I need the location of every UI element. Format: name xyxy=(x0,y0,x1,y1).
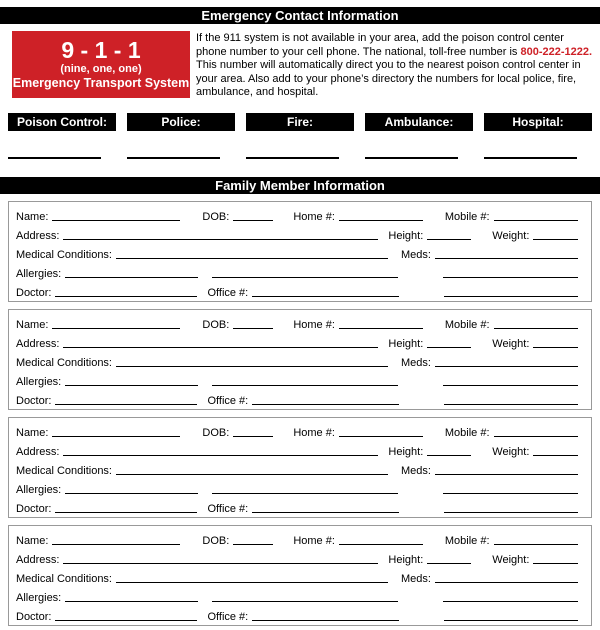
meds-continuation-line-1 xyxy=(443,493,578,494)
height-label: Height: xyxy=(388,337,424,350)
mobile-phone-blank-line xyxy=(494,436,578,437)
weight-label: Weight: xyxy=(492,337,530,350)
address-blank-line xyxy=(63,347,378,348)
height-label: Height: xyxy=(388,229,424,242)
meds-continuation-line-2 xyxy=(444,404,578,405)
badge-911-number: 9 - 1 - 1 xyxy=(61,37,141,63)
family-members-list xyxy=(0,201,600,626)
meds-blank-line xyxy=(435,582,578,583)
allergies-blank-line xyxy=(65,493,198,494)
address-blank-line xyxy=(63,455,378,456)
allergies-label: Allergies: xyxy=(16,484,62,497)
medical-conditions-blank-line xyxy=(116,366,388,367)
weight-blank-line xyxy=(533,563,578,564)
family-section-title: Family Member Information xyxy=(0,177,600,194)
mobile-phone-label: Mobile #: xyxy=(444,426,490,439)
doctor-label: Doctor: xyxy=(16,287,52,300)
weight-blank-line xyxy=(533,239,578,240)
height-label: Height: xyxy=(388,445,424,458)
home-phone-blank-line xyxy=(339,544,423,545)
contact-label-poison-control: Poison Control: xyxy=(8,113,116,131)
member-row-4 xyxy=(16,263,578,282)
home-phone-label: Home #: xyxy=(293,318,335,331)
doctor-blank-line xyxy=(55,512,197,513)
name-label: Name: xyxy=(16,426,49,439)
medical-conditions-blank-line xyxy=(116,474,388,475)
meds-continuation-line-2 xyxy=(444,296,578,297)
dob-blank-line xyxy=(233,544,273,545)
meds-label: Meds: xyxy=(401,573,431,586)
allergies-blank-line xyxy=(65,601,198,602)
height-blank-line xyxy=(427,563,471,564)
family-member-card xyxy=(8,201,592,302)
member-row-3 xyxy=(16,460,578,479)
member-row-1 xyxy=(16,530,578,549)
dob-blank-line xyxy=(233,328,273,329)
meds-continuation-line-1 xyxy=(443,385,578,386)
meds-blank-line xyxy=(435,474,578,475)
home-phone-blank-line xyxy=(339,220,423,221)
dob-blank-line xyxy=(233,436,273,437)
doctor-label: Doctor: xyxy=(16,395,52,408)
dob-blank-line xyxy=(233,220,273,221)
dob-label: DOB: xyxy=(202,426,230,439)
member-row-4 xyxy=(16,479,578,498)
meds-label: Meds: xyxy=(401,357,431,370)
poison-control-phone-number: 800-222-1222. xyxy=(520,45,593,58)
poison-control-paragraph xyxy=(196,31,594,100)
meds-blank-line xyxy=(435,258,578,259)
badge-911-caption: Emergency Transport System xyxy=(12,76,190,90)
allergies-continuation-line xyxy=(212,493,398,494)
weight-blank-line xyxy=(533,347,578,348)
meds-continuation-line-2 xyxy=(444,512,578,513)
blank-line-hospital xyxy=(484,157,577,159)
contact-label-fire: Fire: xyxy=(246,113,354,131)
office-phone-label: Office #: xyxy=(207,503,249,516)
office-phone-blank-line xyxy=(252,512,399,513)
allergies-continuation-line xyxy=(212,277,398,278)
meds-label: Meds: xyxy=(401,465,431,478)
doctor-label: Doctor: xyxy=(16,503,52,516)
blank-line-police xyxy=(127,157,220,159)
medical-conditions-label: Medical Conditions: xyxy=(16,249,112,262)
mobile-phone-blank-line xyxy=(494,328,578,329)
member-row-2 xyxy=(16,549,578,568)
allergies-blank-line xyxy=(65,277,198,278)
paragraph-text-after: This number will automatically direct you to the nearest poison control center in your area. Also add to your phone’s directory the numbers for local police, fire, ambulance, and hospital. xyxy=(196,59,581,98)
height-blank-line xyxy=(427,347,471,348)
member-row-2 xyxy=(16,441,578,460)
office-phone-label: Office #: xyxy=(207,287,249,300)
page-title: Emergency Contact Information xyxy=(0,7,600,24)
meds-blank-line xyxy=(435,366,578,367)
member-row-4 xyxy=(16,371,578,390)
weight-label: Weight: xyxy=(492,229,530,242)
home-phone-label: Home #: xyxy=(293,210,335,223)
member-row-1 xyxy=(16,314,578,333)
medical-conditions-label: Medical Conditions: xyxy=(16,357,112,370)
home-phone-blank-line xyxy=(339,328,423,329)
member-row-3 xyxy=(16,244,578,263)
doctor-blank-line xyxy=(55,620,197,621)
mobile-phone-label: Mobile #: xyxy=(444,534,490,547)
member-row-1 xyxy=(16,206,578,225)
weight-label: Weight: xyxy=(492,445,530,458)
blank-line-ambulance xyxy=(365,157,458,159)
dob-label: DOB: xyxy=(202,210,230,223)
home-phone-label: Home #: xyxy=(293,534,335,547)
meds-continuation-line-2 xyxy=(444,620,578,621)
height-blank-line xyxy=(427,455,471,456)
name-blank-line xyxy=(52,328,180,329)
allergies-label: Allergies: xyxy=(16,592,62,605)
name-label: Name: xyxy=(16,534,49,547)
medical-conditions-blank-line xyxy=(116,582,388,583)
member-row-2 xyxy=(16,225,578,244)
badge-911-subtitle: (nine, one, one) xyxy=(60,63,142,75)
member-row-4 xyxy=(16,587,578,606)
dob-label: DOB: xyxy=(202,534,230,547)
allergies-continuation-line xyxy=(212,601,398,602)
emergency-info-section xyxy=(12,31,594,100)
doctor-blank-line xyxy=(55,296,197,297)
name-blank-line xyxy=(52,544,180,545)
address-label: Address: xyxy=(16,337,60,350)
member-row-5 xyxy=(16,390,578,409)
mobile-phone-blank-line xyxy=(494,220,578,221)
mobile-phone-label: Mobile #: xyxy=(444,210,490,223)
member-row-3 xyxy=(16,352,578,371)
office-phone-blank-line xyxy=(252,404,399,405)
mobile-phone-label: Mobile #: xyxy=(444,318,490,331)
meds-label: Meds: xyxy=(401,249,431,262)
height-blank-line xyxy=(427,239,471,240)
meds-continuation-line-1 xyxy=(443,601,578,602)
height-label: Height: xyxy=(388,553,424,566)
weight-label: Weight: xyxy=(492,553,530,566)
badge-911 xyxy=(12,31,190,98)
address-label: Address: xyxy=(16,229,60,242)
name-label: Name: xyxy=(16,318,49,331)
medical-conditions-label: Medical Conditions: xyxy=(16,573,112,586)
family-member-card xyxy=(8,417,592,518)
emergency-contacts-row xyxy=(8,113,592,131)
doctor-label: Doctor: xyxy=(16,611,52,624)
family-member-card xyxy=(8,309,592,410)
member-row-5 xyxy=(16,282,578,301)
address-blank-line xyxy=(63,239,378,240)
paragraph-text-before: If the 911 system is not available in your area, add the poison control center phone number to your cell phone. The national, toll-free number is xyxy=(196,32,564,58)
address-label: Address: xyxy=(16,445,60,458)
mobile-phone-blank-line xyxy=(494,544,578,545)
home-phone-label: Home #: xyxy=(293,426,335,439)
name-blank-line xyxy=(52,436,180,437)
family-member-card xyxy=(8,525,592,626)
contact-label-ambulance: Ambulance: xyxy=(365,113,473,131)
office-phone-blank-line xyxy=(252,620,399,621)
office-phone-blank-line xyxy=(252,296,399,297)
allergies-continuation-line xyxy=(212,385,398,386)
member-row-1 xyxy=(16,422,578,441)
allergies-label: Allergies: xyxy=(16,376,62,389)
medical-conditions-blank-line xyxy=(116,258,388,259)
blank-line-poison-control xyxy=(8,157,101,159)
contact-label-hospital: Hospital: xyxy=(484,113,592,131)
office-phone-label: Office #: xyxy=(207,395,249,408)
name-label: Name: xyxy=(16,210,49,223)
meds-continuation-line-1 xyxy=(443,277,578,278)
contact-label-police: Police: xyxy=(127,113,235,131)
weight-blank-line xyxy=(533,455,578,456)
member-row-5 xyxy=(16,498,578,517)
office-phone-label: Office #: xyxy=(207,611,249,624)
allergies-blank-line xyxy=(65,385,198,386)
dob-label: DOB: xyxy=(202,318,230,331)
name-blank-line xyxy=(52,220,180,221)
medical-conditions-label: Medical Conditions: xyxy=(16,465,112,478)
doctor-blank-line xyxy=(55,404,197,405)
member-row-2 xyxy=(16,333,578,352)
member-row-3 xyxy=(16,568,578,587)
address-blank-line xyxy=(63,563,378,564)
address-label: Address: xyxy=(16,553,60,566)
blank-line-fire xyxy=(246,157,339,159)
emergency-contacts-blank-lines xyxy=(8,157,592,159)
allergies-label: Allergies: xyxy=(16,268,62,281)
home-phone-blank-line xyxy=(339,436,423,437)
